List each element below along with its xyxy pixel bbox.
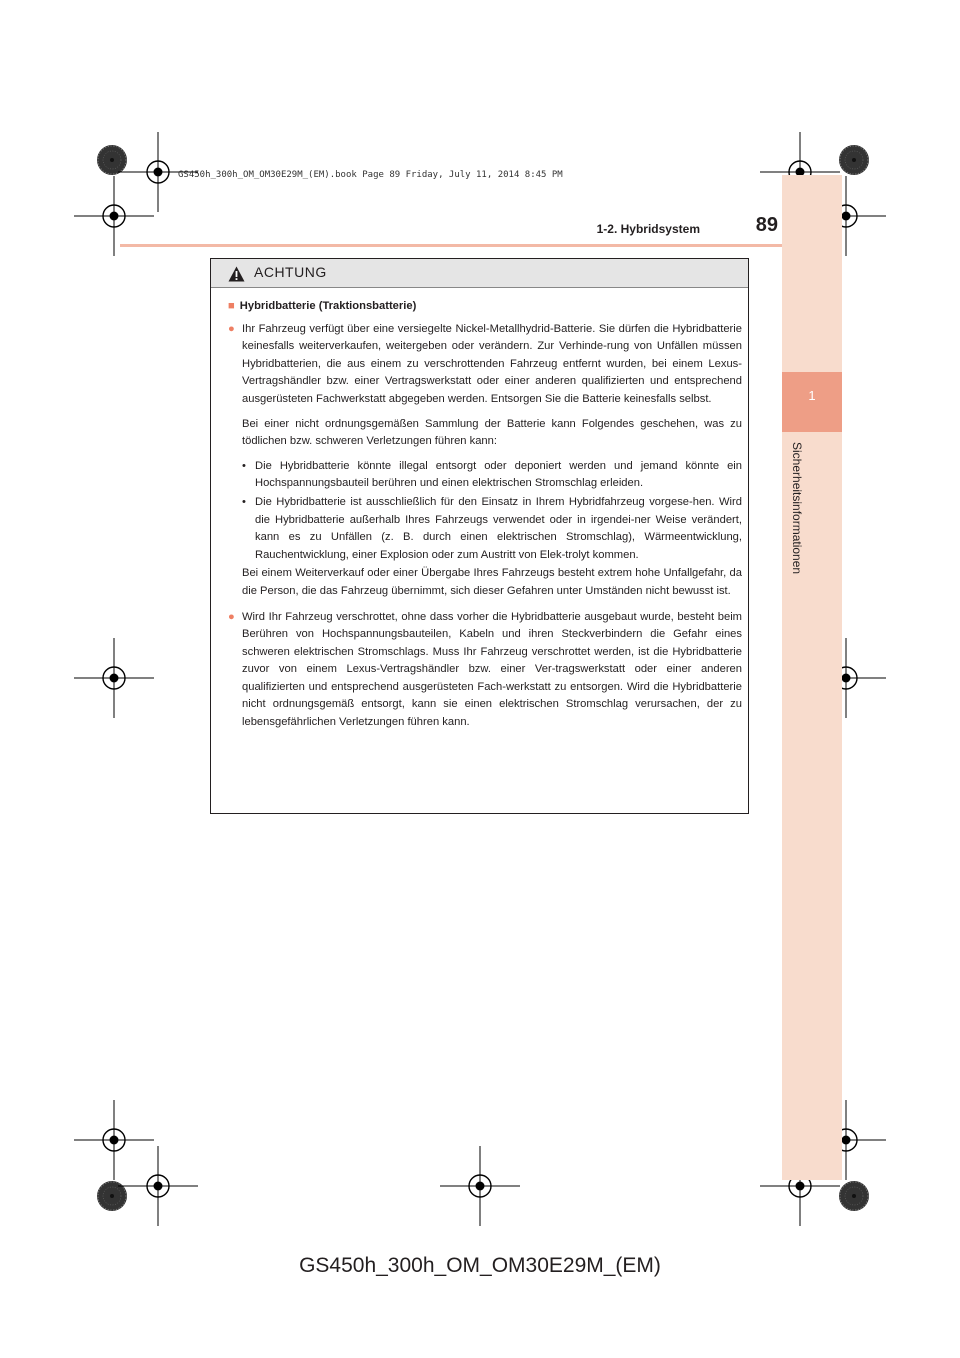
consequence-list [242, 458, 742, 565]
warning-item [228, 609, 742, 732]
crosshair-mark [118, 1146, 198, 1226]
side-tab-column [782, 175, 842, 1180]
chapter-number: 1 [808, 388, 816, 403]
chapter-title [790, 442, 806, 602]
starburst-mark-bottom-right [839, 1181, 869, 1211]
chapter-title-text: Sicherheitsinformationen [790, 442, 804, 575]
warning-triangle-icon [228, 266, 245, 282]
book-info-line: GS450h_300h_OM_OM30E29M_(EM).book Page 89 Friday, July 11, 2014 8:45 PM [178, 170, 563, 180]
paragraph: Ihr Fahrzeug verfügt über eine versiegelte Nickel-Metallhydrid-Batterie. Sie dürfen die Hybridbatterie keinesfalls weiterverkaufen, weitergeben oder verändern. Zur Verhinde-rung von Unfällen müssen Hybridbatterien, die aus einem zu verschrottenden Fahrzeug entfernt wurden, bei einem Lexus-Vertragshändler bzw. einer Vertragswerkstatt oder einer anderen qualifizierten und entsprechend ausgerüsteten Fachwerkstatt abgegeben werden. Entsorgen Sie die Batterie keinesfalls selbst. [242, 322, 742, 405]
list-item-text: Die Hybridbatterie ist ausschließlich für den Einsatz in Ihrem Hybridfahrzeug vorgese-hen. Wird die Hybridbatterie außerhalb Ihres Fahrzeugs verwendet oder in irgendei-ner Weise verändert, kann es zu Unfällen (z. B. durch einen elektrischen Stromschlag), Wärmeentwicklung, Rauchentwicklung, einer Explosion oder zum Austritt von Elek-trolyt kommen. [255, 495, 742, 561]
crosshair-mark [440, 1146, 520, 1226]
warning-subheading-text: Hybridbatterie (Traktionsbatterie) [239, 300, 417, 312]
square-bullet-icon: ■ [228, 300, 235, 312]
round-bullet-icon: ● [228, 610, 235, 623]
paragraph: Bei einem Weiterverkauf oder einer Übergabe Ihres Fahrzeugs besteht extrem hohe Unfallgefahr, da die Person, die das Fahrzeug übernimmt, sich dieser Gefahren unter Umständen nicht bewusst ist. [242, 567, 742, 597]
page-number: 89 [755, 214, 778, 236]
document-code: GS450h_300h_OM_OM30E29M_(EM) [299, 1254, 661, 1277]
starburst-mark-top-left [97, 145, 127, 175]
crosshair-mark [74, 638, 154, 718]
list-item [242, 494, 742, 564]
list-marker: • [242, 459, 246, 472]
warning-subheading [228, 298, 742, 316]
crosshair-mark [74, 1100, 154, 1180]
list-item-text: Die Hybridbatterie könnte illegal entsorgt oder deponiert werden und jemand könnte ein Hochspannungsbauteil berühren und einen elektrischen Stromschlag erleiden. [255, 459, 742, 490]
list-item [242, 458, 742, 493]
paragraph: Wird Ihr Fahrzeug verschrottet, ohne dass vorher die Hybridbatterie ausgebaut wurde, besteht beim Berühren von Hochspannungsbauteilen, Kabeln und ihren Steckverbindern die Gefahr eines schweren elektrischen Stromschlags. Muss Ihr Fahrzeug verschrottet werden, ist die Hybridbatterie zuvor von einem Lexus-Vertragshändler bzw. einer Ver-tragswerkstatt oder einer anderen qualifizierten und entsprechend ausgerüsteten Fach-werkstatt zu entsorgen. Wird die Hybridbatterie nicht ordnungsgemäß entsorgt, kann sie einen elektrischen Stromschlag verursachen, der zu lebensgefährlichen Verletzungen führen kann. [242, 610, 742, 729]
warning-item [228, 321, 742, 601]
starburst-mark-top-right [839, 145, 869, 175]
round-bullet-icon: ● [228, 322, 235, 335]
warning-title: ACHTUNG [254, 264, 327, 280]
list-marker: • [242, 495, 246, 508]
header-rule [120, 244, 782, 247]
warning-body [228, 298, 742, 739]
section-title: 1-2. Hybridsystem [596, 222, 700, 236]
paragraph: Bei einer nicht ordnungsgemäßen Sammlung der Batterie kann Folgendes geschehen, was zu tödlichen bzw. schweren Verletzungen führen kann: [242, 417, 742, 448]
